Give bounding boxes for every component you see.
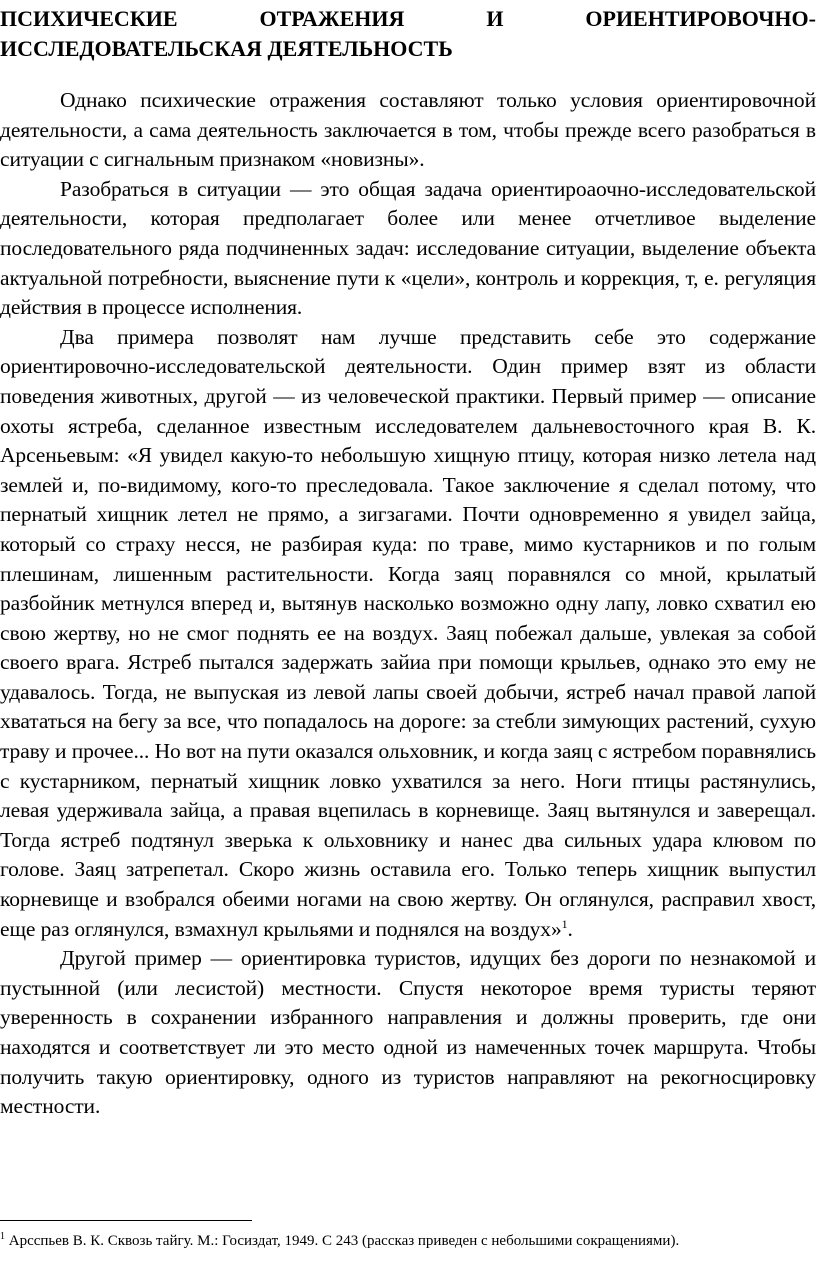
paragraph-3-text: Два примера позволят нам лучше представить себе это содержание ориентировочно-исследовательской деятельности. Один пример взят из области поведения животных, другой — из человеческой практики. Первый пример — описание охоты ястреба, сделанное известным исследователем дальневосточного края В. К. Арсеньевым: «Я увидел какую-то небольшую хищную птицу, которая низко летела над землей и, по-видимому, кого-то преследовала. Такое заключение я сделал потому, что пернатый хищник летел не прямо, а зигзагами. Почти одновременно я увидел зайца, который со страху несся, не разбирая куда: по траве, мимо кустарников и по голым плешинам, лишенным растительности. Когда заяц поравнялся со мной, крылатый разбойник метнулся вперед и, вытянув насколько возможно одну лапу, ловко схватил ею свою жертву, но не смог поднять ее на воздух. Заяц побежал дальше, увлекая за собой своего врага. Ястреб пытался задержать зайиа при помощи крыльев, однако это ему не удавалось. Тогда, не выпуская из левой лапы своей добычи, ястреб начал правой лапой хвататься на бегу за все, что попадалось на дороге: за стебли зимующих растений, сухую траву и прочее... Но вот на пути оказался ольховник, и когда заяц с ястребом поравнялись с кустарником, пернатый хищник ловко ухватился за него. Ноги птицы растянулись, левая удерживала зайца, а правая вцепилась в корневище. Заяц вытянулся и заверещал. Тогда ястреб подтянул зверька к ольховнику и нанес два сильных удара клювом по голове. Заяц затрепетал. Скоро жизнь оставила его. Только теперь хищник выпустил корневище и взобрался обеими ногами на свою жертву. Он оглянулся, расправил хвост, еще раз оглянулся, взмахнул крыльями и поднялся на воздух» <box>0 324 816 941</box>
footnote-separator <box>0 1220 252 1221</box>
footnote-marker: 1 <box>0 1231 5 1242</box>
title-word: И <box>486 6 504 31</box>
title-line-1 <box>0 4 816 34</box>
footnote <box>0 1231 816 1251</box>
paragraph-1: Однако психические отражения составляют только условия ориентировочной деятельности, а сама деятельность заключается в том, чтобы прежде всего разобраться в ситуации с сигнальным признаком «новизны». <box>0 88 816 172</box>
footnote-text: Арсспьев В. К. Сквозь тайгу. М.: Госиздат, 1949. С 243 (рассказ приведен с небольшими сокращениями). <box>5 1233 680 1249</box>
paragraph-2: Разобраться в ситуации — это общая задача ориентироаочно-исследовательской деятельности, которая предполагает более или менее отчетливое выделение последовательного ряда подчиненных задач: исследование ситуации, выделение объекта актуальной потребности, выяснение пути к «цели», контроль и коррекция, т, е. регуляция действия в процессе исполнения. <box>0 176 816 320</box>
title-word: ОТРАЖЕНИЯ <box>259 6 405 31</box>
paragraph-3 <box>0 323 816 944</box>
chapter-title <box>0 4 816 64</box>
title-word: ОРИЕНТИРОВОЧНО- <box>585 6 816 31</box>
paragraph-3-end: . <box>567 916 573 941</box>
title-word: ПСИХИЧЕСКИЕ <box>0 6 178 31</box>
footnote-reference[interactable]: 1 <box>561 916 568 931</box>
title-line-2: ИССЛЕДОВАТЕЛЬСКАЯ ДЕЯТЕЛЬНОСТЬ <box>0 36 453 61</box>
body-text <box>0 86 816 1122</box>
paragraph-4: Другой пример — ориентировка туристов, идущих без дороги по незнакомой и пустынной (или лесистой) местности. Спустя некоторое время туристы теряют уверенность в сохранении избранного направления и должны проверить, где они находятся и соответствует ли это место одной из намеченных точек маршрута. Чтобы получить такую ориентировку, одного из туристов направляют на рекогносцировку местности. <box>0 946 816 1119</box>
